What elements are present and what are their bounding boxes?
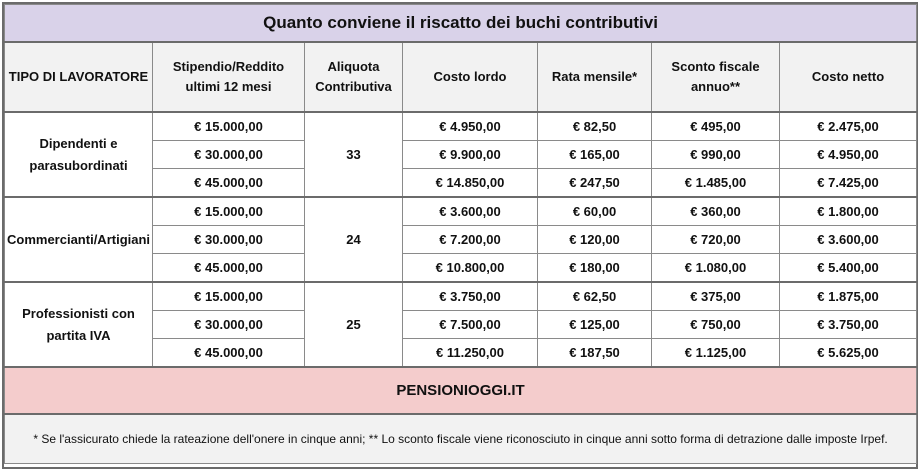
monthly-cell: € 187,50: [538, 339, 652, 368]
header-gross-cost: Costo lordo: [403, 42, 538, 112]
header-row: [5, 42, 917, 112]
note-row: [5, 414, 917, 464]
gross-cost-cell: € 4.950,00: [403, 112, 538, 141]
monthly-cell: € 60,00: [538, 197, 652, 226]
gross-cost-cell: € 3.750,00: [403, 282, 538, 311]
net-cost-cell: € 5.625,00: [780, 339, 917, 368]
tax-discount-cell: € 1.080,00: [652, 254, 780, 283]
net-cost-cell: € 4.950,00: [780, 141, 917, 169]
monthly-cell: € 120,00: [538, 226, 652, 254]
worker-category: Commercianti/Artigiani: [5, 197, 153, 282]
income-cell: € 30.000,00: [153, 141, 305, 169]
contribution-rate: 25: [305, 282, 403, 367]
net-cost-cell: € 5.400,00: [780, 254, 917, 283]
gross-cost-cell: € 7.200,00: [403, 226, 538, 254]
contribution-table-container: [2, 2, 918, 469]
net-cost-cell: € 1.800,00: [780, 197, 917, 226]
income-cell: € 45.000,00: [153, 254, 305, 283]
monthly-cell: € 82,50: [538, 112, 652, 141]
net-cost-cell: € 1.875,00: [780, 282, 917, 311]
net-cost-cell: € 3.600,00: [780, 226, 917, 254]
income-cell: € 15.000,00: [153, 197, 305, 226]
worker-category: Dipendenti e parasubordinati: [5, 112, 153, 197]
contribution-rate: 33: [305, 112, 403, 197]
table-row: [5, 197, 917, 226]
tax-discount-cell: € 360,00: [652, 197, 780, 226]
monthly-cell: € 180,00: [538, 254, 652, 283]
income-cell: € 45.000,00: [153, 339, 305, 368]
header-monthly: Rata mensile*: [538, 42, 652, 112]
title-row: [5, 5, 917, 43]
header-tax-discount: Sconto fiscale annuo**: [652, 42, 780, 112]
table-title: Quanto conviene il riscatto dei buchi contributivi: [5, 5, 917, 43]
tax-discount-cell: € 375,00: [652, 282, 780, 311]
source-brand: PENSIONIOGGI.IT: [5, 367, 917, 414]
tax-discount-cell: € 720,00: [652, 226, 780, 254]
tax-discount-cell: € 750,00: [652, 311, 780, 339]
net-cost-cell: € 7.425,00: [780, 169, 917, 198]
gross-cost-cell: € 14.850,00: [403, 169, 538, 198]
gross-cost-cell: € 3.600,00: [403, 197, 538, 226]
tax-discount-cell: € 1.485,00: [652, 169, 780, 198]
monthly-cell: € 125,00: [538, 311, 652, 339]
footnote: * Se l'assicurato chiede la rateazione dell'onere in cinque anni; ** Lo sconto fiscale viene riconosciuto in cinque anni sotto forma di detrazione dalle imposte Irpef.: [5, 414, 917, 464]
income-cell: € 30.000,00: [153, 311, 305, 339]
income-cell: € 30.000,00: [153, 226, 305, 254]
gross-cost-cell: € 11.250,00: [403, 339, 538, 368]
table-row: [5, 282, 917, 311]
contribution-rate: 24: [305, 197, 403, 282]
net-cost-cell: € 2.475,00: [780, 112, 917, 141]
income-cell: € 15.000,00: [153, 112, 305, 141]
table-row: [5, 112, 917, 141]
tax-discount-cell: € 990,00: [652, 141, 780, 169]
income-cell: € 15.000,00: [153, 282, 305, 311]
gross-cost-cell: € 9.900,00: [403, 141, 538, 169]
contribution-table: [4, 4, 917, 464]
monthly-cell: € 165,00: [538, 141, 652, 169]
worker-category: Professionisti con partita IVA: [5, 282, 153, 367]
net-cost-cell: € 3.750,00: [780, 311, 917, 339]
tax-discount-cell: € 1.125,00: [652, 339, 780, 368]
income-cell: € 45.000,00: [153, 169, 305, 198]
header-income: Stipendio/Reddito ultimi 12 mesi: [153, 42, 305, 112]
gross-cost-cell: € 10.800,00: [403, 254, 538, 283]
monthly-cell: € 247,50: [538, 169, 652, 198]
monthly-cell: € 62,50: [538, 282, 652, 311]
footer-row: [5, 367, 917, 414]
tax-discount-cell: € 495,00: [652, 112, 780, 141]
header-worker-type: TIPO DI LAVORATORE: [5, 42, 153, 112]
header-rate: Aliquota Contributiva: [305, 42, 403, 112]
header-net-cost: Costo netto: [780, 42, 917, 112]
gross-cost-cell: € 7.500,00: [403, 311, 538, 339]
